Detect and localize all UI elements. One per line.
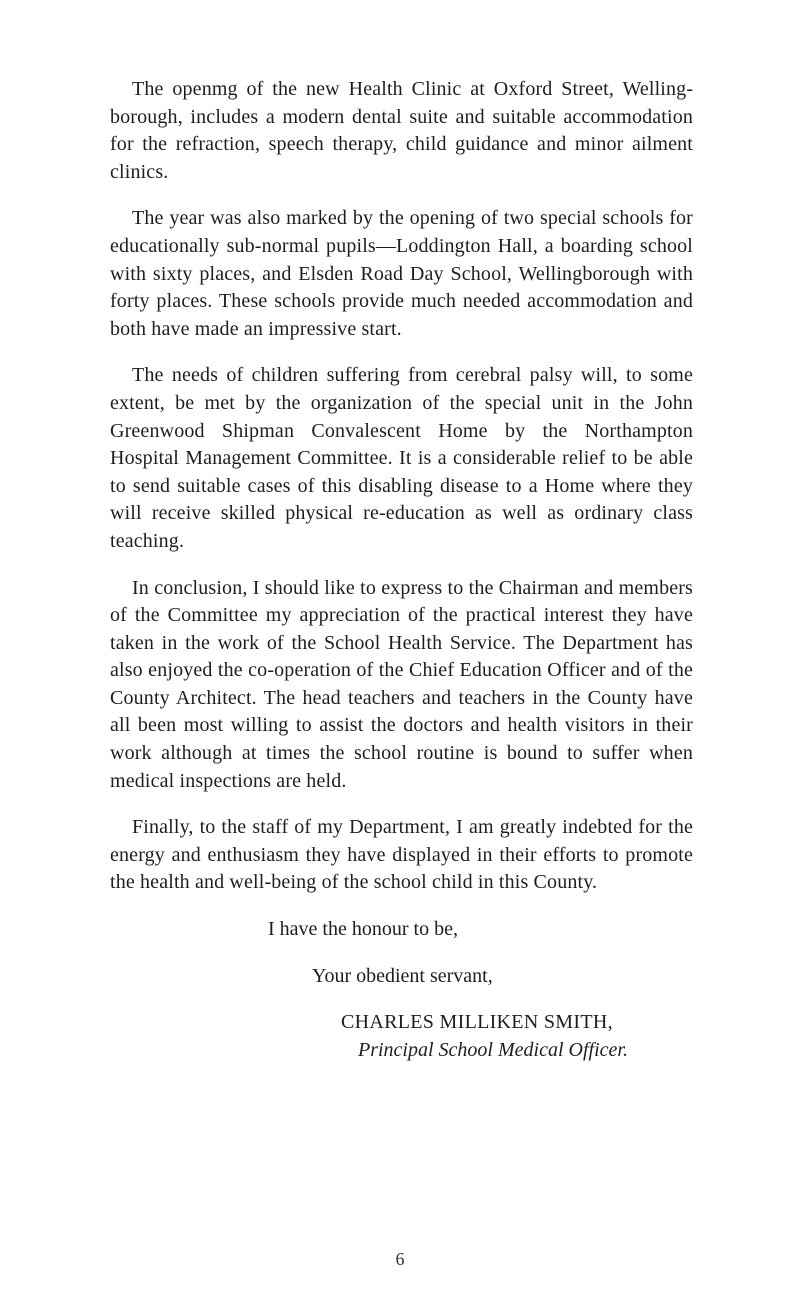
closing-servant: Your obedient servant, [312, 964, 493, 987]
closing-honour: I have the honour to be, [268, 918, 458, 941]
paragraph-finally: Finally, to the staff of my Department, I am greatly indebted for the energy and enthusiasm they have displayed in their efforts to promote the health and well-being of the school child in this County. [110, 816, 693, 894]
paragraph-health-clinic: The openmg of the new Health Clinic at Oxford Street, Wellingborough, includes a modern dental suite and suitable accommodation for the refraction, speech therapy, child guidance and minor ailment clinics. [110, 78, 693, 183]
paragraph-special-schools: The year was also marked by the opening of two special schools for educationally sub-normal pupils—Loddington Hall, a boarding school with sixty places, and Elsden Road Day School, Wellingborough with forty places. These schools provide much needed accommodation and both have made an impressive start. [110, 207, 693, 340]
signature-title: Principal School Medical Officer. [358, 1038, 628, 1061]
paragraph-conclusion: In conclusion, I should like to express to the Chairman and members of the Committee my appreciation of the practical interest they have taken in the work of the School Health Service. The Department has also enjoyed the co-operation of the Chief Education Officer and of the County Architect. The head teachers and teachers in the County have all been most willing to assist the doctors and health visitors in their work although at times the school routine is bound to suffer when medical inspections are held. [110, 576, 693, 792]
document-page [110, 76, 693, 1064]
signature-name: CHARLES MILLIKEN SMITH, [341, 1011, 613, 1034]
closing-block [110, 916, 693, 1064]
page-number: 6 [395, 1249, 405, 1269]
paragraph-cerebral-palsy: The needs of children suffering from cerebral palsy will, to some extent, be met by the organization of the special unit in the John Greenwood Shipman Convalescent Home by the Northampton Hospital Management Committee. It is a considerable relief to be able to send suitable cases of this disabling disease to a Home where they will receive skilled physical re-education as well as ordinary class teaching. [110, 364, 693, 552]
